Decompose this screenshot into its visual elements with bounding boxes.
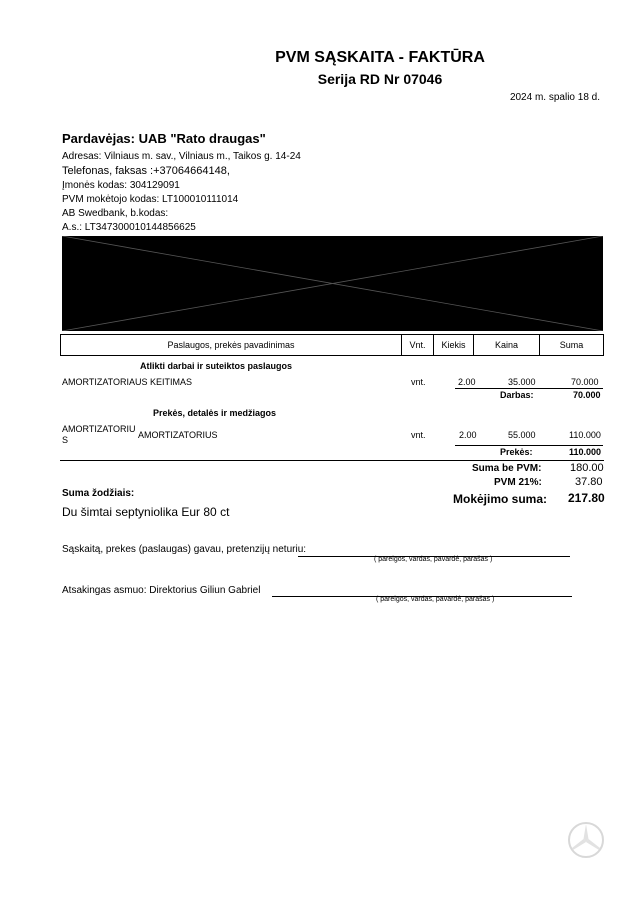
service-subtotal-rule xyxy=(455,388,603,389)
prekes-label: Prekės: xyxy=(500,447,533,457)
goods-code-line2: S xyxy=(62,435,69,445)
table-bottom-rule xyxy=(60,460,604,461)
total-label: Mokėjimo suma: xyxy=(453,492,548,506)
responsible-signature-caption: ( pareigos, vardas, pavardė, parašas ) xyxy=(376,596,495,603)
receive-signature-caption: ( pareigos, vardas, pavardė, parašas ) xyxy=(374,556,493,563)
service-name: AMORTIZATORIAUS KEITIMAS xyxy=(62,377,193,387)
seller-company-code: Įmonės kodas: 304129091 xyxy=(62,180,180,191)
goods-subtotal-rule xyxy=(455,445,603,446)
darbas-value: 70.000 xyxy=(573,390,601,400)
col-header-unit: Vnt. xyxy=(401,335,433,355)
subtotal-value: 180.00 xyxy=(570,462,604,474)
goods-price: 55.000 xyxy=(508,430,536,440)
seller-heading: Pardavėjas: UAB "Rato draugas" xyxy=(62,131,266,146)
col-header-price: Kaina xyxy=(473,335,539,355)
vat-label: PVM 21%: xyxy=(494,477,542,488)
goods-unit: vnt. xyxy=(411,430,426,440)
goods-name: AMORTIZATORIUS xyxy=(138,430,218,440)
service-unit: vnt. xyxy=(411,377,426,387)
redaction-cross-icon xyxy=(62,236,603,331)
mercedes-star-icon xyxy=(566,820,606,860)
prekes-value: 110.000 xyxy=(569,447,602,457)
goods-qty: 2.00 xyxy=(459,430,477,440)
seller-bank: AB Swedbank, b.kodas: xyxy=(62,208,169,219)
table-header xyxy=(60,334,604,356)
service-price: 35.000 xyxy=(508,377,536,387)
service-sum: 70.000 xyxy=(571,377,599,387)
col-header-qty: Kiekis xyxy=(433,335,473,355)
receive-signature-label: Sąskaitą, prekes (paslaugas) gavau, pretenzijų neturiu: xyxy=(62,544,307,555)
vat-value: 37.80 xyxy=(575,476,603,488)
total-value: 217.80 xyxy=(568,491,605,505)
goods-sum: 110.000 xyxy=(569,430,601,440)
seller-phone: Telefonas, faksas :+37064664148, xyxy=(62,165,230,177)
redacted-buyer-block xyxy=(62,236,603,331)
section-goods-title: Prekės, detalės ir medžiagos xyxy=(153,408,277,418)
service-qty: 2.00 xyxy=(458,377,476,387)
seller-vat-code: PVM mokėtojo kodas: LT100010111014 xyxy=(62,194,239,205)
darbas-label: Darbas: xyxy=(500,390,534,400)
document-title: PVM SĄSKAITA - FAKTŪRA xyxy=(275,49,485,66)
seller-account: A.s.: LT347300010144856625 xyxy=(62,222,196,233)
seller-address: Adresas: Vilniaus m. sav., Vilniaus m., Taikos g. 14-24 xyxy=(62,151,301,162)
col-header-sum: Suma xyxy=(539,335,603,355)
invoice-date: 2024 m. spalio 18 d. xyxy=(509,92,600,103)
goods-code-line1: AMORTIZATORIU xyxy=(62,424,136,434)
amount-words-text: Du šimtai septyniolika Eur 80 ct xyxy=(62,505,230,519)
subtotal-label: Suma be PVM: xyxy=(472,463,542,474)
amount-words-label: Suma žodžiais: xyxy=(62,488,135,499)
section-services-title: Atlikti darbai ir suteiktos paslaugos xyxy=(140,361,293,371)
invoice-series-number: Serija RD Nr 07046 xyxy=(317,71,443,87)
col-header-name: Paslaugos, prekės pavadinimas xyxy=(167,340,295,350)
responsible-person-label: Atsakingas asmuo: Direktorius Giliun Gabriel xyxy=(62,585,261,596)
